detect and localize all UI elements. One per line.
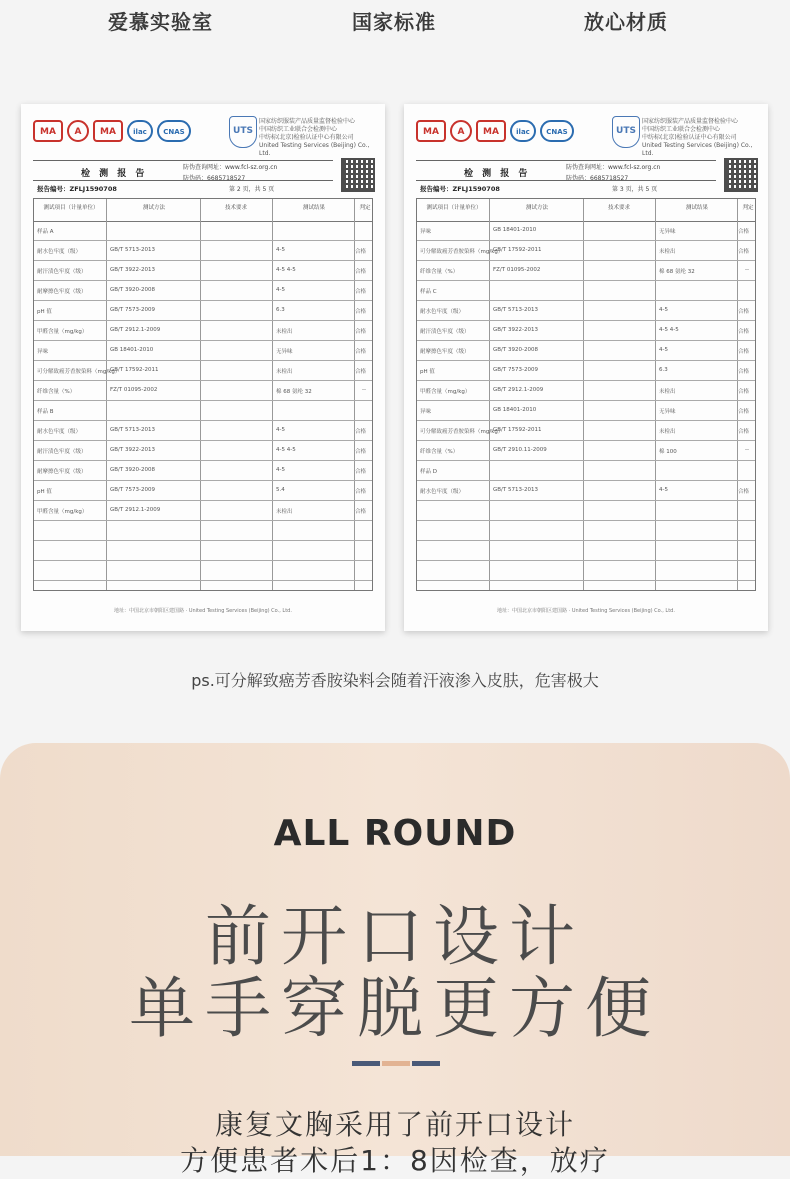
table-cell-result: 4-5 4-5	[276, 267, 296, 273]
table-cell-verdict: 合格	[737, 229, 749, 235]
table-cell-result: 未检出	[276, 509, 293, 515]
table-cell-verdict: 合格	[354, 309, 366, 315]
report-title: 检 测 报 告	[464, 169, 531, 179]
table-cell-result: 4-5	[276, 247, 285, 253]
tab-lab: 爱慕实验室	[108, 10, 213, 34]
org-name: 国家纺织服装产品质量监督检验中心 中国纺织工业联合会检测中心 中纺标(北京)检验认证中心有限公司 United Testing Services (Beijing) Co., Ltd.	[642, 118, 753, 157]
table-cell-item: 异味	[37, 349, 49, 355]
table-cell-verdict: 合格	[737, 369, 749, 375]
table-cell-method: GB/T 3920-2008	[110, 287, 155, 293]
table-cell-verdict: 合格	[354, 469, 366, 475]
report-title: 检 测 报 告	[81, 169, 148, 179]
table-cell-item: 耐汗渍色牢度（级）	[420, 329, 470, 335]
uts-logo: UTS	[612, 116, 640, 148]
table-cell-verdict: 合格	[354, 349, 366, 355]
table-cell-verdict: 合格	[737, 389, 749, 395]
ilac-logo: ilac	[510, 120, 536, 142]
report-verify: 防伪查询网址：www.fcl-sz.org.cn 防伪码：6685718527	[183, 164, 278, 182]
ilac-logo: ilac	[127, 120, 153, 142]
cnas-logo: CNAS	[540, 120, 574, 142]
report-footer: 地址：中国北京市朝阳区建国路 · United Testing Services (Beijing) Co., Ltd.	[497, 608, 675, 614]
table-cell-result: 4-5	[659, 487, 668, 493]
table-cell-method: GB/T 3922-2013	[110, 447, 155, 453]
table-cell-item: pH 值	[37, 309, 52, 315]
table-cell-result: 5.4	[276, 487, 285, 493]
certification-logos	[416, 120, 616, 146]
table-cell-verdict: 合格	[737, 429, 749, 435]
table-cell-item: 耐水色牢度（级）	[37, 249, 82, 255]
table-cell-verdict: 合格	[354, 449, 366, 455]
table-header: 测试项目（计量单位） 测试方法 技术要求 测试结果 判定	[417, 199, 755, 222]
table-cell-verdict: 合格	[354, 429, 366, 435]
table-cell-result: 4-5	[659, 307, 668, 313]
table-cell-method: GB/T 3920-2008	[110, 467, 155, 473]
report-number: 报告编号：ZFLJ1590708	[420, 185, 500, 193]
table-cell-item: 样品 D	[420, 469, 437, 475]
table-cell-method: GB/T 7573-2009	[110, 487, 155, 493]
table-cell-method: GB/T 2912.1-2009	[493, 387, 544, 393]
uts-logo: UTS	[229, 116, 257, 148]
table-cell-item: 甲醛含量（mg/kg）	[37, 509, 88, 515]
table-cell-method: GB/T 3922-2013	[110, 267, 155, 273]
table-cell-method: GB 18401-2010	[493, 227, 537, 233]
results-table	[33, 198, 373, 591]
table-cell-item: 耐汗渍色牢度（级）	[37, 449, 87, 455]
cma-logo: MA	[33, 120, 63, 142]
table-cell-method: GB/T 5713-2013	[110, 247, 155, 253]
table-cell-result: 4-5	[276, 467, 285, 473]
table-cell-verdict: --	[362, 387, 366, 393]
table-cell-result: 无异味	[659, 409, 676, 415]
top-tabs	[0, 0, 790, 48]
table-cell-result: 未检出	[659, 249, 676, 255]
table-cell-verdict: 合格	[354, 369, 366, 375]
table-cell-item: 耐水色牢度（级）	[420, 309, 465, 315]
table-cell-item: 纤维含量（%）	[37, 389, 76, 395]
table-cell-method: GB/T 3920-2008	[493, 347, 538, 353]
table-cell-verdict: 合格	[354, 329, 366, 335]
table-cell-result: 6.3	[659, 367, 668, 373]
table-cell-verdict: --	[745, 447, 749, 453]
table-cell-item: 可分解致癌芳香胺染料（mg/kg）	[37, 369, 121, 375]
table-cell-method: GB/T 2912.1-2009	[110, 327, 161, 333]
table-cell-item: 耐汗渍色牢度（级）	[37, 269, 87, 275]
table-cell-result: 4-5 4-5	[276, 447, 296, 453]
table-cell-item: pH 值	[420, 369, 435, 375]
cma-logo-2: MA	[476, 120, 506, 142]
table-cell-method: GB/T 3922-2013	[493, 327, 538, 333]
table-cell-result: 棉 68 氨纶 32	[276, 389, 312, 395]
cnas-logo: CNAS	[157, 120, 191, 142]
ps-note: ps.可分解致癌芳香胺染料会随着汗液渗入皮肤，危害极大	[191, 671, 599, 690]
table-cell-method: GB/T 17592-2011	[493, 247, 542, 253]
table-cell-verdict: 合格	[737, 249, 749, 255]
table-cell-result: 4-5	[276, 287, 285, 293]
table-cell-result: 未检出	[276, 329, 293, 335]
table-cell-item: 纤维含量（%）	[420, 269, 459, 275]
feature-body-line-2: 方便患者术后1：8因检查，放疗	[180, 1144, 610, 1177]
cma-logo: MA	[416, 120, 446, 142]
table-cell-item: 耐水色牢度（级）	[37, 429, 82, 435]
table-cell-verdict: 合格	[354, 289, 366, 295]
cal-logo: A	[450, 120, 472, 142]
tab-national-standard: 国家标准	[352, 10, 436, 34]
table-cell-item: 耐摩擦色牢度（级）	[420, 349, 470, 355]
table-cell-verdict: 合格	[737, 329, 749, 335]
feature-en-title: ALL ROUND	[273, 813, 517, 854]
table-cell-result: 未检出	[659, 389, 676, 395]
table-cell-method: GB/T 7573-2009	[493, 367, 538, 373]
report-page: 第 3 页，共 5 页	[612, 186, 658, 193]
table-cell-result: 棉 68 氨纶 32	[659, 269, 695, 275]
table-cell-item: 异味	[420, 409, 432, 415]
table-cell-item: 甲醛含量（mg/kg）	[37, 329, 88, 335]
table-cell-method: GB/T 5713-2013	[493, 307, 538, 313]
qr-code	[724, 158, 758, 192]
table-cell-verdict: 合格	[354, 249, 366, 255]
table-cell-item: 异味	[420, 229, 432, 235]
table-cell-method: GB/T 2910.11-2009	[493, 447, 547, 453]
table-cell-item: 耐摩擦色牢度（级）	[37, 289, 87, 295]
report-page: 第 2 页，共 5 页	[229, 186, 275, 193]
table-cell-item: 可分解致癌芳香胺染料（mg/kg）	[420, 249, 504, 255]
table-cell-verdict: 合格	[737, 409, 749, 415]
feature-title-line-1: 前开口设计	[205, 898, 585, 975]
table-cell-verdict: 合格	[737, 349, 749, 355]
table-cell-result: 4-5 4-5	[659, 327, 679, 333]
table-cell-item: pH 值	[37, 489, 52, 495]
table-cell-verdict: 合格	[354, 489, 366, 495]
table-cell-item: 耐水色牢度（级）	[420, 489, 465, 495]
feature-body-line-1: 康复文胸采用了前开口设计	[214, 1108, 575, 1141]
table-cell-item: 甲醛含量（mg/kg）	[420, 389, 471, 395]
table-cell-result: 棉 100	[659, 449, 677, 455]
table-cell-method: GB/T 5713-2013	[110, 427, 155, 433]
table-cell-item: 样品 A	[37, 229, 54, 235]
table-cell-result: 4-5	[659, 347, 668, 353]
table-cell-verdict: 合格	[737, 489, 749, 495]
table-cell-method: FZ/T 01095-2002	[493, 267, 541, 273]
table-cell-method: GB/T 7573-2009	[110, 307, 155, 313]
table-cell-method: GB/T 17592-2011	[493, 427, 542, 433]
certification-logos	[33, 120, 233, 146]
org-name: 国家纺织服装产品质量监督检验中心 中国纺织工业联合会检测中心 中纺标(北京)检验认证中心有限公司 United Testing Services (Beijing) Co., Ltd.	[259, 118, 370, 157]
report-verify: 防伪查询网址：www.fcl-sz.org.cn 防伪码：6685718527	[566, 164, 661, 182]
table-cell-result: 6.3	[276, 307, 285, 313]
feature-section	[0, 743, 790, 1177]
table-cell-item: 可分解致癌芳香胺染料（mg/kg）	[420, 429, 504, 435]
table-body	[34, 221, 372, 590]
table-cell-item: 样品 C	[420, 289, 437, 295]
table-cell-verdict: --	[745, 267, 749, 273]
feature-title-line-2: 单手穿脱更方便	[129, 970, 661, 1047]
table-cell-result: 无异味	[659, 229, 676, 235]
results-table	[416, 198, 756, 591]
table-cell-item: 样品 B	[37, 409, 54, 415]
table-cell-verdict: 合格	[354, 509, 366, 515]
table-cell-method: FZ/T 01095-2002	[110, 387, 158, 393]
table-body	[417, 221, 755, 590]
test-report-page-3	[404, 104, 768, 631]
table-cell-item: 纤维含量（%）	[420, 449, 459, 455]
table-header: 测试项目（计量单位） 测试方法 技术要求 测试结果 判定	[34, 199, 372, 222]
table-cell-item: 耐摩擦色牢度（级）	[37, 469, 87, 475]
table-cell-result: 4-5	[276, 427, 285, 433]
table-cell-method: GB/T 17592-2011	[110, 367, 159, 373]
table-cell-method: GB/T 2912.1-2009	[110, 507, 161, 513]
divider	[352, 1061, 440, 1066]
table-cell-verdict: 合格	[737, 309, 749, 315]
table-cell-result: 未检出	[276, 369, 293, 375]
cma-logo-2: MA	[93, 120, 123, 142]
table-cell-result: 未检出	[659, 429, 676, 435]
report-number: 报告编号：ZFLJ1590708	[37, 185, 117, 193]
cal-logo: A	[67, 120, 89, 142]
table-cell-method: GB 18401-2010	[493, 407, 537, 413]
tab-safe-material: 放心材质	[584, 10, 668, 34]
table-cell-result: 无异味	[276, 349, 293, 355]
report-footer: 地址：中国北京市朝阳区建国路 · United Testing Services (Beijing) Co., Ltd.	[114, 608, 292, 614]
table-cell-method: GB 18401-2010	[110, 347, 154, 353]
table-cell-verdict: 合格	[354, 269, 366, 275]
table-cell-method: GB/T 5713-2013	[493, 487, 538, 493]
test-report-page-2	[21, 104, 385, 631]
qr-code	[341, 158, 375, 192]
